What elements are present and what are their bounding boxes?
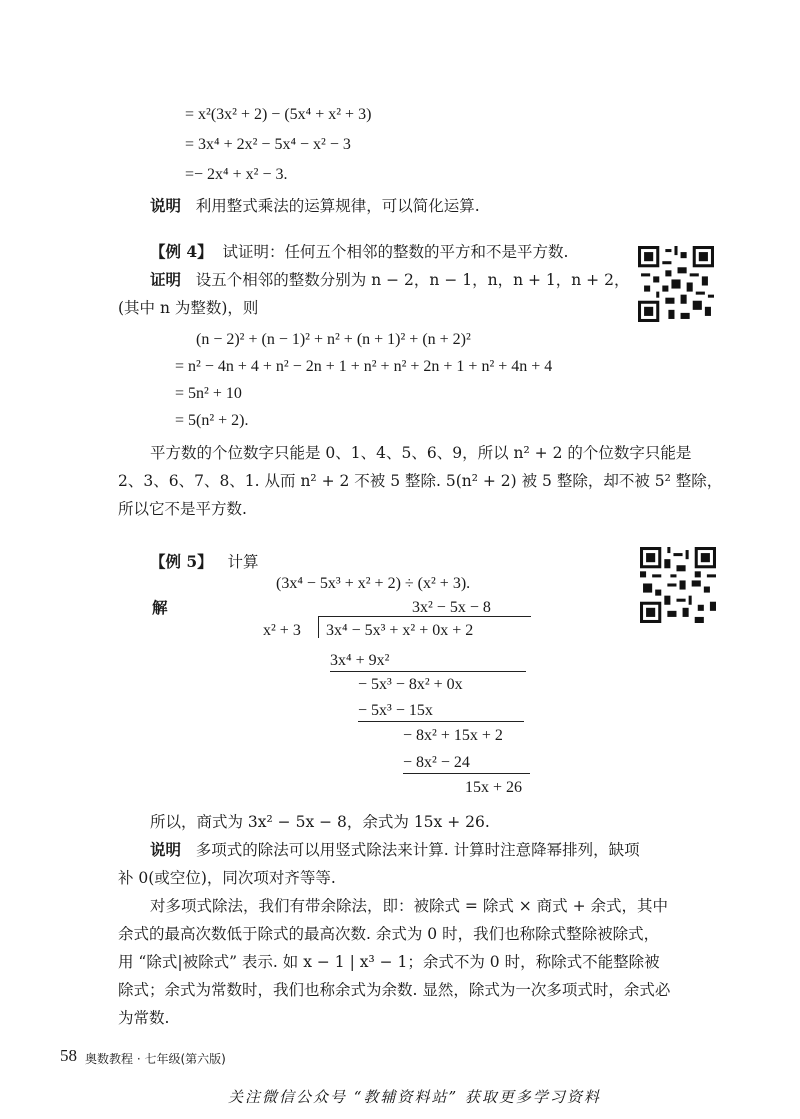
division-step-3: − 8x² − 24 [403,754,470,771]
division-bar [318,616,531,617]
conclusion-line-2: 2、3、6、7、8、1. 从而 n² + 2 不被 5 整除. 5(n² + 2) 被 5 整除，却不被 5² 整除， [118,472,723,490]
paragraph-line-4: 除式；余式为常数时，我们也称余式为余数. 显然，除式为一次多项式时，余式必 [118,981,671,999]
note-2-line-2: 补 0(或空位)，同次项对齐等等. [118,869,336,887]
division-final-remainder: 15x + 26 [465,779,523,796]
paragraph-line-5: 为常数. [118,1009,170,1027]
page-number: 58 [60,1046,77,1065]
proof-line-2: (其中 n 为整数)，则 [118,299,259,317]
division-result: 所以，商式为 3x² − 5x − 8，余式为 15x + 26. [150,813,490,831]
example-4-heading [150,242,568,262]
note-label: 说明 [150,840,182,859]
watermark: 关注微信公众号 “教辅资料站” 获取更多学习资料 [228,1088,601,1106]
division-remainder-2: − 8x² + 15x + 2 [403,727,503,744]
example-5-heading [150,552,258,572]
qr-code-icon [638,246,714,322]
division-bracket [318,616,319,638]
division-rule-1 [330,671,526,672]
proof-label: 证明 [150,270,182,289]
solution-label: 解 [152,598,168,617]
proof-text: 设五个相邻的整数分别为 n − 2，n − 1，n，n + 1，n + 2， [195,271,630,289]
paragraph-line-3: 用 “除式|被除式” 表示. 如 x − 1 | x³ − 1；余式不为 0 时，称除式不能整除被 [118,953,660,971]
proof-line-1 [150,270,629,290]
note-1 [150,196,480,216]
division-remainder-1: − 5x³ − 8x² + 0x [358,676,463,693]
note-text: 利用整式乘法的运算规律，可以简化运算. [195,197,480,215]
example-label: 【例 4】 [150,242,213,261]
derivation-line-3: =− 2x⁴ + x² − 3. [185,166,288,183]
division-quotient: 3x² − 5x − 8 [412,599,491,616]
conclusion-line-1: 平方数的个位数字只能是 0、1、4、5、6、9，所以 n² + 2 的个位数字只能是 [150,444,692,462]
division-divisor: x² + 3 [263,622,301,639]
division-expression: (3x⁴ − 5x³ + x² + 2) ÷ (x² + 3). [276,575,471,592]
division-rule-3 [403,773,530,774]
example-problem: 计算 [227,553,259,571]
equation-4: = 5(n² + 2). [175,412,249,429]
qr-code-icon [640,547,716,623]
note-label: 说明 [150,196,182,215]
paragraph-line-2: 余式的最高次数低于除式的最高次数. 余式为 0 时，我们也称除式整除被除式， [118,925,660,943]
division-dividend: 3x⁴ − 5x³ + x² + 0x + 2 [326,622,474,639]
note-text: 多项式的除法可以用竖式除法来计算. 计算时注意降幂排列，缺项 [195,841,640,859]
equation-2: = n² − 4n + 4 + n² − 2n + 1 + n² + n² + 2n + 1 + n² + 4n + 4 [175,358,553,375]
book-title: 奥数教程 · 七年级(第六版) [85,1052,226,1066]
equation-1: (n − 2)² + (n − 1)² + n² + (n + 1)² + (n + 2)² [196,331,471,348]
division-step-2: − 5x³ − 15x [358,702,433,719]
example-problem: 试证明：任何五个相邻的整数的平方和不是平方数. [222,243,569,261]
note-2-line-1 [150,840,640,860]
division-step-1: 3x⁴ + 9x² [330,652,390,669]
conclusion-line-3: 所以它不是平方数. [118,500,247,518]
paragraph-line-1: 对多项式除法，我们有带余除法，即：被除式 = 除式 × 商式 + 余式，其中 [150,897,669,915]
example-label: 【例 5】 [150,552,213,571]
derivation-line-2: = 3x⁴ + 2x² − 5x⁴ − x² − 3 [185,136,351,153]
equation-3: = 5n² + 10 [175,385,242,402]
division-rule-2 [358,721,524,722]
derivation-line-1: = x²(3x² + 2) − (5x⁴ + x² + 3) [185,106,372,123]
